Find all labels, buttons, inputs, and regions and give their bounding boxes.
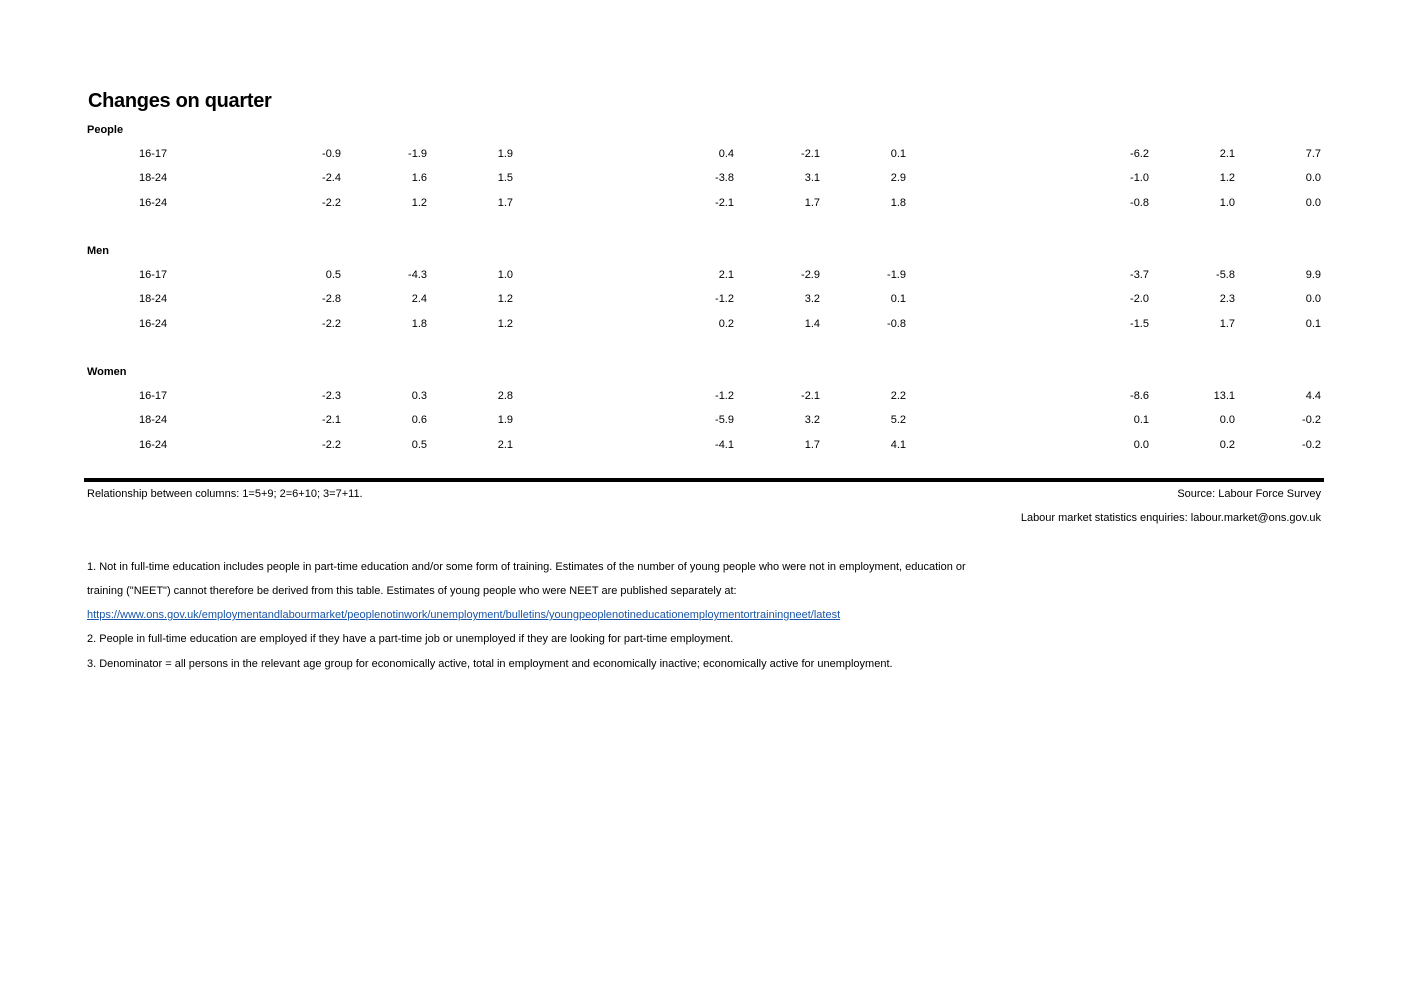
table-bottom-rule [84, 478, 1324, 482]
value-cell: -6.2 [1130, 148, 1149, 160]
table-row [0, 414, 1403, 430]
age-band-cell: 16-24 [139, 197, 168, 209]
value-cell: 0.4 [718, 148, 734, 160]
value-cell: 13.1 [1213, 390, 1235, 402]
value-cell: 1.7 [497, 197, 513, 209]
table-row [0, 439, 1403, 455]
value-cell: -2.2 [322, 439, 341, 451]
value-cell: 0.1 [1305, 318, 1321, 330]
table-row [0, 318, 1403, 334]
value-cell: 1.7 [1219, 318, 1235, 330]
value-cell: -5.9 [715, 414, 734, 426]
value-cell: 0.5 [411, 439, 427, 451]
value-cell: 9.9 [1305, 269, 1321, 281]
value-cell: -0.2 [1302, 414, 1321, 426]
table-row [0, 269, 1403, 285]
value-cell: -0.8 [887, 318, 906, 330]
value-cell: -2.3 [322, 390, 341, 402]
table-row [0, 172, 1403, 188]
age-band-cell: 16-24 [139, 318, 168, 330]
value-cell: -8.6 [1130, 390, 1149, 402]
value-cell: 2.1 [497, 439, 513, 451]
value-cell: 1.7 [804, 197, 820, 209]
footnote-1-line-2: training ("NEET") cannot therefore be derived from this table. Estimates of young people who were NEET are published separately at: [87, 585, 737, 597]
value-cell: -0.9 [322, 148, 341, 160]
source-note: Source: Labour Force Survey [1177, 488, 1321, 500]
value-cell: -2.1 [801, 390, 820, 402]
table-row [0, 390, 1403, 406]
value-cell: 2.4 [411, 293, 427, 305]
value-cell: 0.3 [411, 390, 427, 402]
value-cell: 7.7 [1305, 148, 1321, 160]
value-cell: -1.2 [715, 390, 734, 402]
value-cell: 0.0 [1219, 414, 1235, 426]
group-label-women: Women [87, 366, 127, 378]
value-cell: -4.3 [408, 269, 427, 281]
age-band-cell: 18-24 [139, 172, 168, 184]
value-cell: 1.5 [497, 172, 513, 184]
value-cell: 0.2 [1219, 439, 1235, 451]
age-band-cell: 16-17 [139, 390, 168, 402]
value-cell: -1.0 [1130, 172, 1149, 184]
value-cell: 0.2 [718, 318, 734, 330]
value-cell: 0.1 [890, 148, 906, 160]
value-cell: 0.1 [890, 293, 906, 305]
page-title: Changes on quarter [88, 90, 272, 112]
value-cell: -2.2 [322, 197, 341, 209]
value-cell: 2.8 [497, 390, 513, 402]
value-cell: 1.6 [411, 172, 427, 184]
table-row [0, 148, 1403, 164]
age-band-cell: 16-24 [139, 439, 168, 451]
value-cell: 2.1 [1219, 148, 1235, 160]
value-cell: 4.4 [1305, 390, 1321, 402]
value-cell: 1.9 [497, 148, 513, 160]
value-cell: -2.8 [322, 293, 341, 305]
group-label-people: People [87, 124, 124, 136]
value-cell: -2.1 [801, 148, 820, 160]
value-cell: -1.9 [887, 269, 906, 281]
value-cell: 0.0 [1133, 439, 1149, 451]
value-cell: -0.2 [1302, 439, 1321, 451]
value-cell: -2.9 [801, 269, 820, 281]
value-cell: 1.2 [1219, 172, 1235, 184]
table-row [0, 197, 1403, 213]
value-cell: 0.0 [1305, 197, 1321, 209]
value-cell: 1.0 [1219, 197, 1235, 209]
value-cell: 1.9 [497, 414, 513, 426]
value-cell: -3.7 [1130, 269, 1149, 281]
value-cell: -1.9 [408, 148, 427, 160]
footnote-1-link-wrapper [87, 609, 840, 621]
footnote-3: 3. Denominator = all persons in the relevant age group for economically active, total in employment and economically inactive; economically active for unemployment. [87, 658, 893, 670]
value-cell: 2.9 [890, 172, 906, 184]
value-cell: 3.2 [804, 414, 820, 426]
value-cell: -2.2 [322, 318, 341, 330]
value-cell: 0.0 [1305, 172, 1321, 184]
neet-link[interactable]: https://www.ons.gov.uk/employmentandlabourmarket/peoplenotinwork/unemployment/bulletins/youngpeoplenotineducationemploymentortrainingneet/latest [87, 609, 841, 621]
value-cell: 0.0 [1305, 293, 1321, 305]
age-band-cell: 16-17 [139, 148, 168, 160]
value-cell: 0.5 [325, 269, 341, 281]
value-cell: 2.3 [1219, 293, 1235, 305]
age-band-cell: 18-24 [139, 293, 168, 305]
value-cell: 1.0 [497, 269, 513, 281]
value-cell: -4.1 [715, 439, 734, 451]
value-cell: -1.5 [1130, 318, 1149, 330]
enquiries-note: Labour market statistics enquiries: labour.market@ons.gov.uk [1020, 512, 1321, 524]
value-cell: 1.2 [497, 318, 513, 330]
value-cell: -3.8 [715, 172, 734, 184]
value-cell: 0.1 [1133, 414, 1149, 426]
value-cell: 1.2 [411, 197, 427, 209]
value-cell: -2.1 [715, 197, 734, 209]
value-cell: 1.8 [411, 318, 427, 330]
value-cell: -5.8 [1216, 269, 1235, 281]
value-cell: 1.4 [804, 318, 820, 330]
value-cell: -2.1 [322, 414, 341, 426]
value-cell: -2.4 [322, 172, 341, 184]
value-cell: 5.2 [890, 414, 906, 426]
value-cell: 2.1 [718, 269, 734, 281]
value-cell: 1.2 [497, 293, 513, 305]
table-row [0, 293, 1403, 309]
value-cell: 0.6 [411, 414, 427, 426]
value-cell: 1.8 [890, 197, 906, 209]
value-cell: 2.2 [890, 390, 906, 402]
age-band-cell: 16-17 [139, 269, 168, 281]
value-cell: -0.8 [1130, 197, 1149, 209]
value-cell: 3.2 [804, 293, 820, 305]
footnote-2: 2. People in full-time education are employed if they have a part-time job or unemployed if they are looking for part-time employment. [87, 633, 734, 645]
value-cell: 4.1 [890, 439, 906, 451]
footnote-1-line-1: 1. Not in full-time education includes people in part-time education and/or some form of training. Estimates of the number of young people who were not in employment, education or [87, 561, 966, 573]
age-band-cell: 18-24 [139, 414, 168, 426]
value-cell: -1.2 [715, 293, 734, 305]
group-label-men: Men [87, 245, 109, 257]
value-cell: 1.7 [804, 439, 820, 451]
value-cell: 3.1 [804, 172, 820, 184]
value-cell: -2.0 [1130, 293, 1149, 305]
relationship-note: Relationship between columns: 1=5+9; 2=6+10; 3=7+11. [87, 488, 363, 500]
